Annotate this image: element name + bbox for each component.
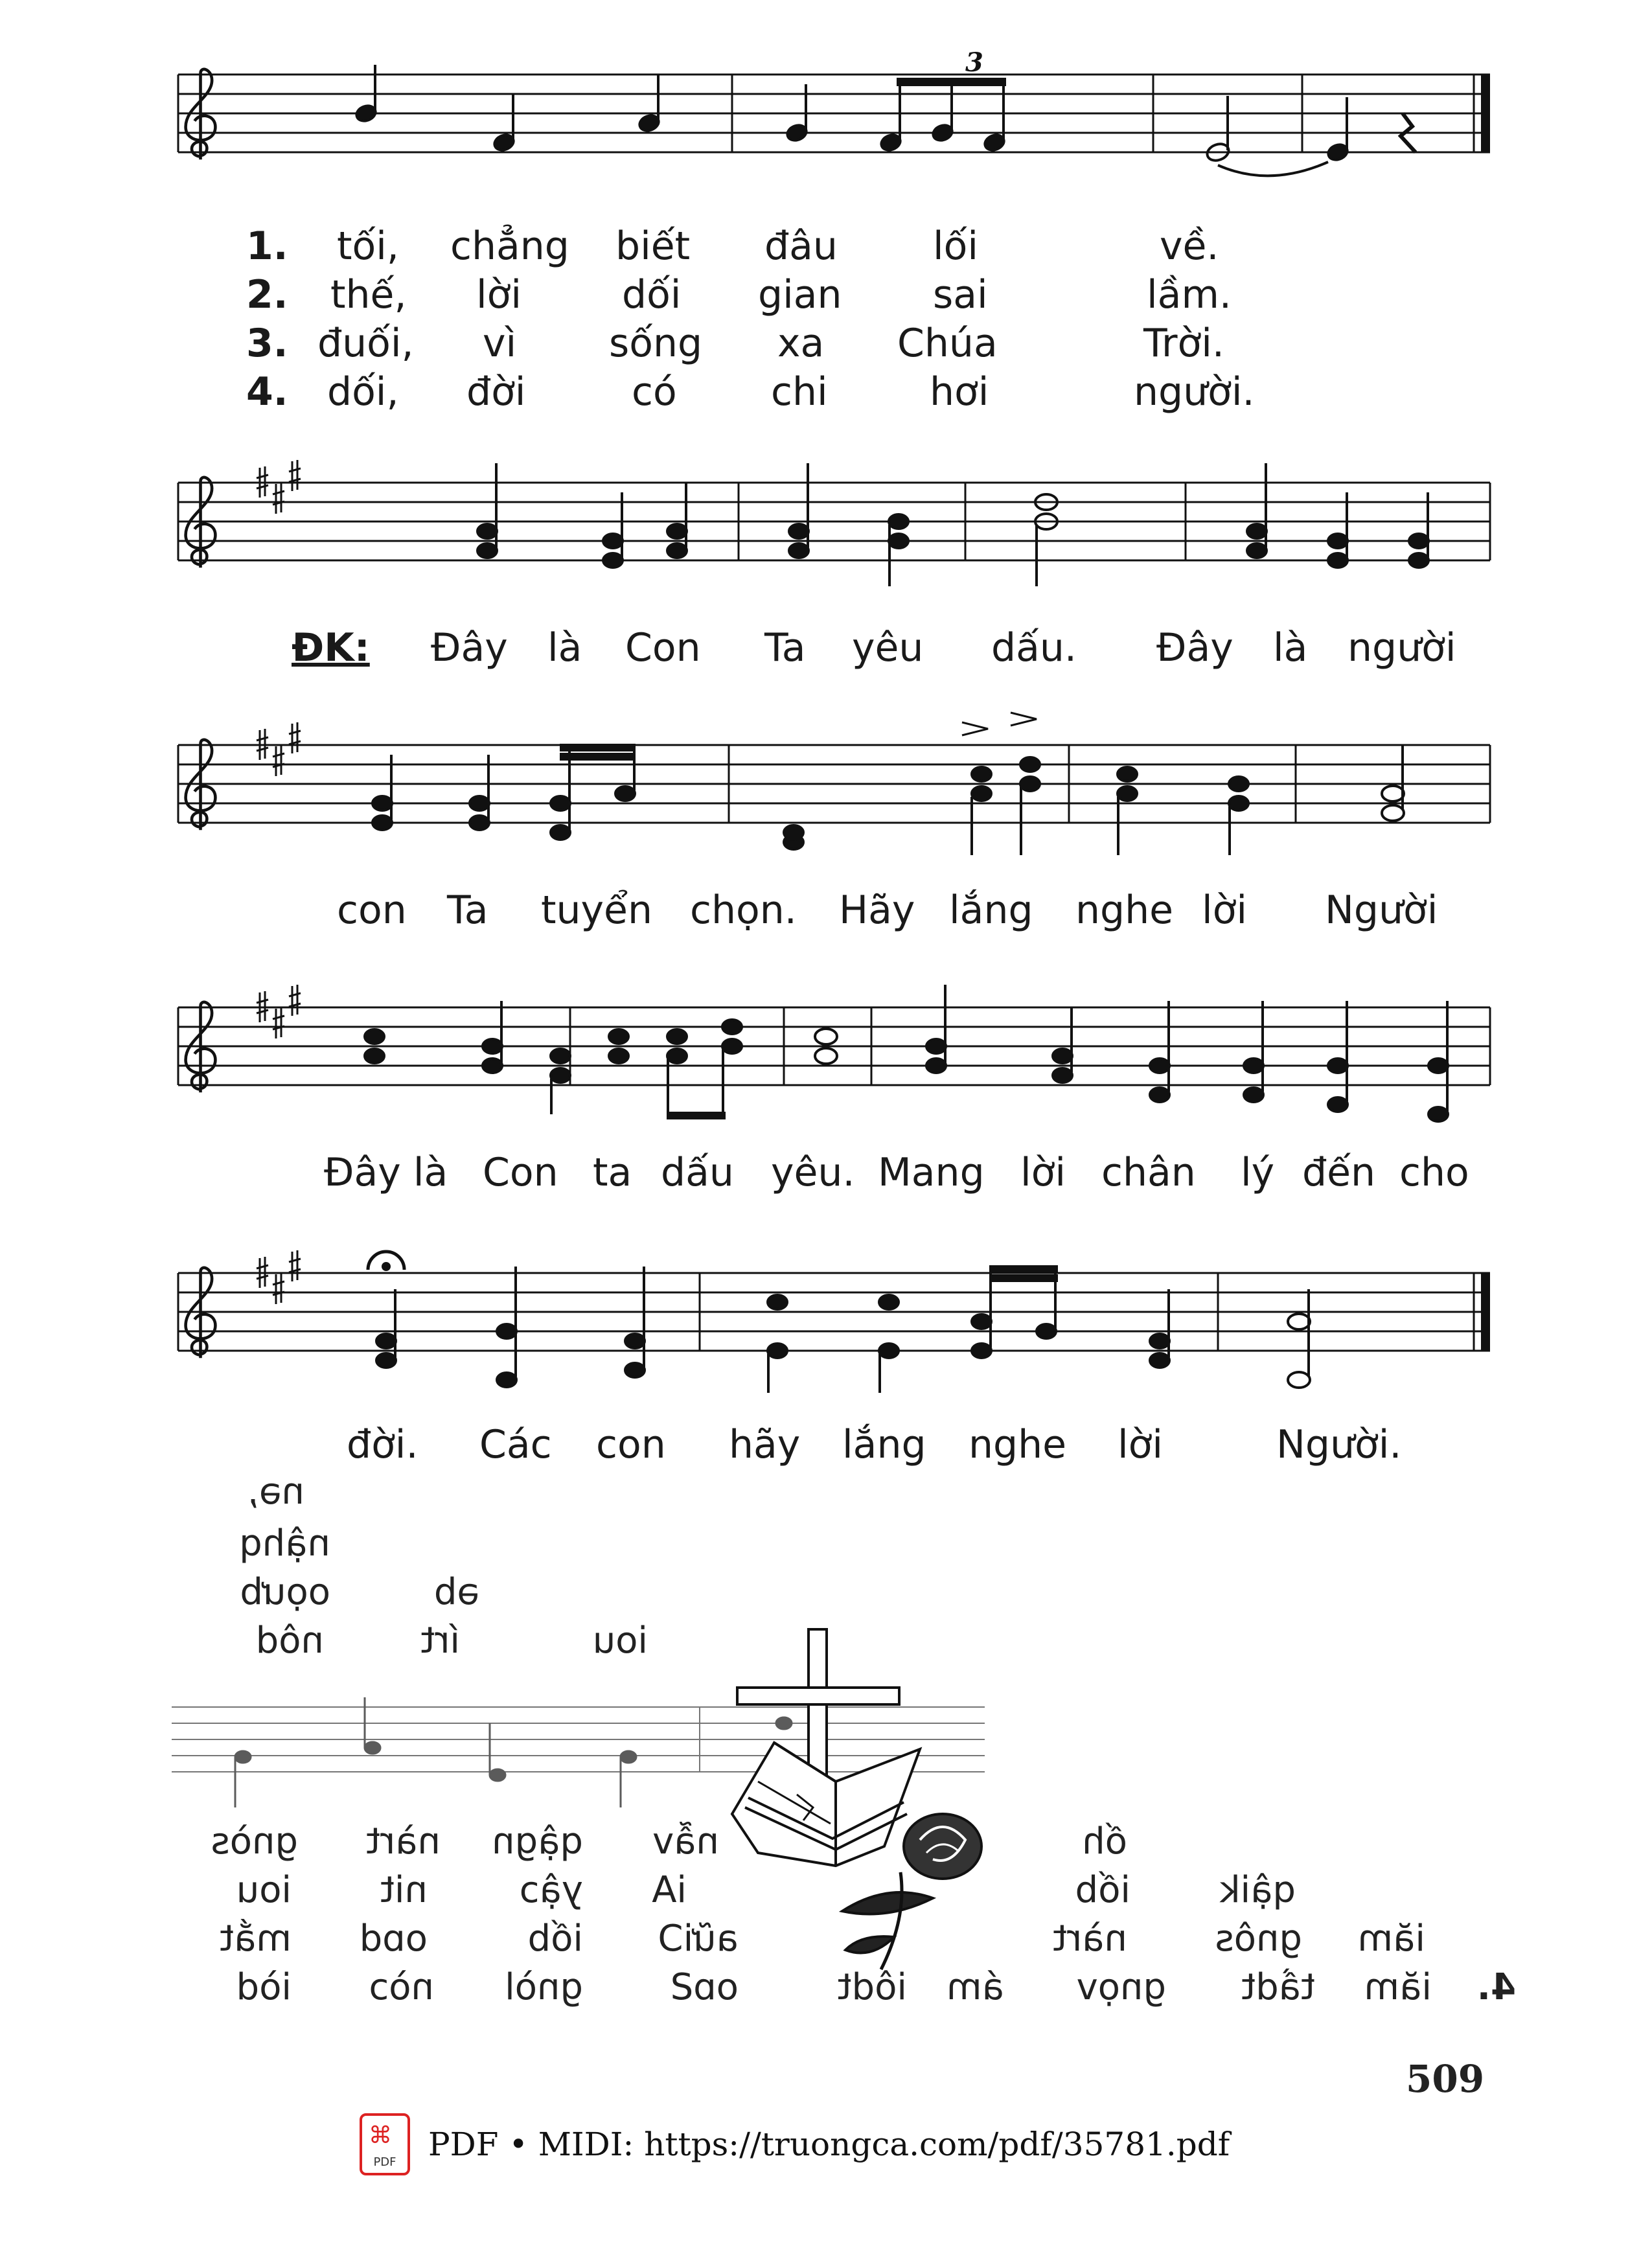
verse-line-4: [246, 369, 1348, 428]
lyric-word: cho: [1399, 1150, 1469, 1195]
pdf-icon[interactable]: ⌘ PDF: [360, 2113, 410, 2175]
triplet-marker: 3: [965, 47, 983, 78]
lyric-word: Mang: [878, 1150, 985, 1195]
lyric-word: biết: [615, 224, 691, 269]
lyric-word: là: [547, 625, 582, 671]
lyric-word: Ta: [764, 625, 806, 671]
sharp-icon: [273, 1007, 284, 1038]
lyric-word: con: [596, 1422, 666, 1467]
lyric-word: đâu: [764, 224, 838, 269]
lyric-word: Ta: [447, 888, 488, 933]
treble-clef-icon: [186, 740, 216, 830]
lyric-word: con: [337, 888, 407, 933]
lyric-word: Con: [625, 625, 701, 671]
lyric-word: lắng: [842, 1422, 926, 1467]
lyric-word: nghe: [969, 1422, 1067, 1467]
refrain-label: ĐK:: [292, 625, 370, 671]
lyric-word: Đây: [431, 625, 508, 671]
lyric-word: vì: [483, 321, 517, 366]
lyric-word: xa: [777, 321, 825, 366]
lyric-word: chẳng: [450, 224, 569, 269]
lyric-word: lời: [1118, 1422, 1164, 1467]
lyric-word: Đây là: [324, 1150, 448, 1195]
lyric-word: về.: [1160, 224, 1219, 269]
lyric-word: dối: [622, 272, 682, 317]
bleed-through-line: mắt oɒd iốb aữiƆ nàrt gnôs iăm: [220, 1918, 1425, 1960]
verse-number: 1.: [246, 224, 288, 269]
lyric-word: sống: [609, 321, 703, 366]
lyric-word: đời.: [347, 1422, 419, 1467]
footer-link[interactable]: PDF • MIDI: https://truongca.com/pdf/35781.pdf: [428, 2126, 1230, 2163]
lyric-word: người: [1348, 625, 1456, 671]
sharp-icon: [289, 1250, 301, 1281]
lyric-word: lắng: [949, 888, 1033, 933]
treble-clef-icon: [186, 1268, 216, 1358]
lyric-word: Hãy: [839, 888, 915, 933]
verse-number: 3.: [246, 321, 288, 366]
bleed-through-line: nậhq: [239, 1522, 330, 1565]
lyric-word: người.: [1134, 369, 1255, 415]
lyric-word: lời: [1202, 888, 1248, 933]
bleed-through-line: iòd nòɔ gnòl oɒƧ iôdt ám gnọv tầdt iăm 4.: [236, 1966, 1516, 2008]
lyric-word: có: [632, 369, 677, 415]
refrain-line-2: [337, 888, 1490, 946]
lyric-word: thế,: [330, 272, 407, 317]
lyric-word: Đây: [1156, 625, 1233, 671]
treble-clef-icon: [186, 1002, 216, 1092]
bleed-through-line: iou nit yậɔ iA iốb qậik: [236, 1869, 1296, 1911]
staff-4: [178, 1007, 1490, 1085]
verse-number: 2.: [246, 272, 288, 317]
lyric-word: lời: [1020, 1150, 1066, 1195]
sharp-icon: [273, 483, 284, 514]
lyric-word: lý: [1241, 1150, 1275, 1195]
sharp-icon: [289, 460, 301, 491]
lyric-word: ta: [593, 1150, 632, 1195]
staff-3: [178, 745, 1490, 823]
lyric-word: Trời.: [1143, 321, 1224, 366]
lyric-word: Người.: [1276, 1422, 1402, 1467]
staff-2: [178, 483, 1490, 560]
lyric-word: nghe: [1075, 888, 1174, 933]
staff-4-notes: [365, 985, 1448, 1121]
lyric-word: dấu: [661, 1150, 734, 1195]
lyric-word: chọn.: [690, 888, 797, 933]
lyric-word: yêu.: [771, 1150, 855, 1195]
lyric-word: lời: [476, 272, 522, 317]
lyric-word: chân: [1101, 1150, 1196, 1195]
lyric-word: hãy: [729, 1422, 801, 1467]
lyric-word: đến: [1302, 1150, 1376, 1195]
refrain-line-3: [324, 1150, 1490, 1208]
lyric-word: sai: [933, 272, 988, 317]
lyric-word: Con: [483, 1150, 558, 1195]
lyric-word: tuyển: [541, 888, 653, 933]
sharp-icon: [289, 985, 301, 1016]
lyric-word: Các: [479, 1422, 552, 1467]
lyric-word: dối,: [327, 369, 399, 415]
sharp-icon: [289, 722, 301, 753]
refrain-line-1: [292, 625, 1490, 683]
lyric-word: Người: [1325, 888, 1438, 933]
sharp-icon: [273, 745, 284, 776]
sharp-icon: [273, 1273, 284, 1304]
lyric-word: yêu: [852, 625, 924, 671]
bleed-through-line: nə,: [247, 1471, 304, 1513]
footer: [360, 2112, 1230, 2177]
bleed-through-line: gnòs nàrt qậgn nẫv ốh: [211, 1820, 1127, 1863]
lyric-word: lầm.: [1147, 272, 1232, 317]
verse-number: 4.: [246, 369, 288, 415]
lyric-word: Chúa: [897, 321, 998, 366]
treble-clef-icon: [186, 477, 216, 568]
lyric-word: hơi: [930, 369, 989, 415]
page-number: 509: [1406, 2057, 1485, 2101]
lyric-word: chi: [771, 369, 828, 415]
lyric-word: đuối,: [317, 321, 414, 366]
treble-clef-icon: [186, 69, 216, 159]
bleed-through-line: nôd írt iou: [255, 1620, 648, 1662]
staff-5: [178, 1273, 1490, 1351]
lyric-word: lối: [933, 224, 979, 269]
lyric-word: là: [1273, 625, 1308, 671]
pdf-icon-label: PDF: [373, 2155, 396, 2169]
lyric-word: dấu.: [991, 625, 1077, 671]
lyric-word: gian: [758, 272, 842, 317]
bleed-through-line: oọưb əb: [240, 1571, 479, 1613]
staff-1-notes: [354, 65, 1416, 176]
lyric-word: tối,: [337, 224, 399, 269]
lyric-word: đời: [466, 369, 526, 415]
